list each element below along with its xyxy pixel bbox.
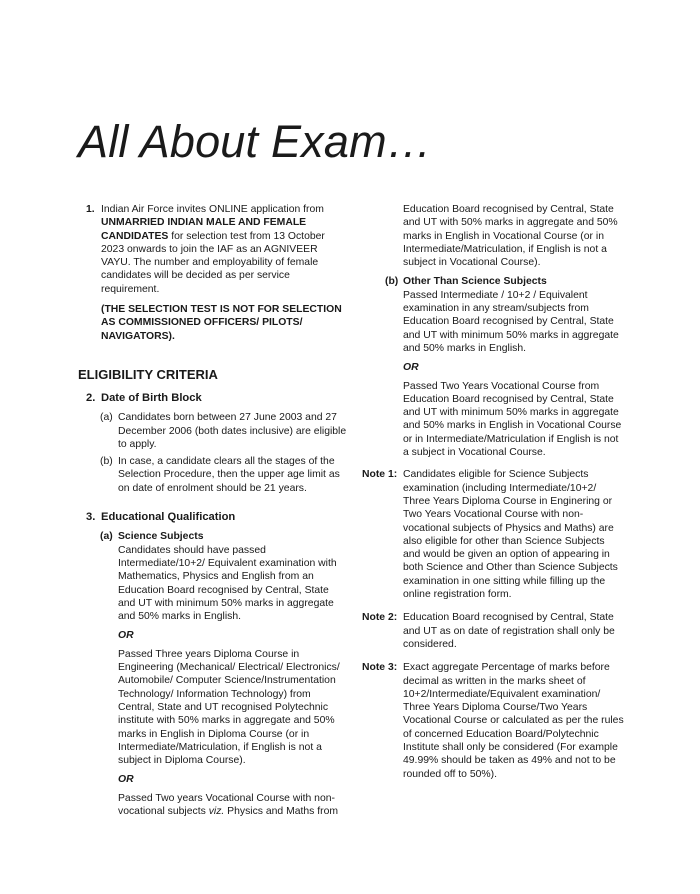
note-label: Note 1: (362, 469, 398, 481)
intro-item (86, 203, 348, 343)
science-paragraph-3 (118, 792, 348, 819)
dob-title: Date of Birth Block (101, 391, 202, 404)
science-paragraph-3-continued: Education Board recognised by Central, State and UT with 50% marks in aggregate and 50% marks in English in Vocational Course (or in Intermediate/Matriculation, if English is not a subject in Vocational Course). (403, 204, 618, 269)
science-title: Science Subjects (118, 531, 204, 543)
science-title-row (100, 530, 348, 543)
dob-number: 2. (86, 391, 96, 404)
section-heading: ELIGIBILITY CRITERIA (78, 366, 218, 382)
left-column (78, 203, 348, 818)
intro-paragraph (101, 203, 347, 296)
selection-note: (THE SELECTION TEST IS NOT FOR SELECTION AS COMMISSIONED OFFICERS/ PILOTS/ NAVIGATORS). (101, 304, 342, 342)
or-separator: OR (118, 774, 134, 786)
right-column (362, 203, 624, 781)
edu-number: 3. (86, 511, 96, 524)
note-label: Note 2: (362, 612, 398, 624)
science-label: (a) (100, 531, 113, 543)
other-title: Other Than Science Subjects (403, 276, 547, 288)
dob-item-label: (a) (100, 412, 113, 424)
intro-text: Indian Air Force invites ONLINE application from (101, 204, 324, 215)
edu-heading (86, 511, 348, 524)
note-1 (362, 468, 624, 601)
dob-item-text: Candidates born between 27 June 2003 and 27 December 2006 (both dates inclusive) are eligible to apply. (118, 412, 347, 450)
intro-text-cont: for selection test from 13 October 2023 onwards to join the IAF as an AGNIVEER VAYU. The number and employability of female candidates will be decided as per service requirement. (101, 230, 325, 295)
science-p3-text-end: Physics and Maths from (227, 805, 339, 817)
dob-item-text: In case, a candidate clears all the stages of the Selection Procedure, then the upper age limit as on date of enrolment should be 21 years. (118, 456, 340, 494)
science-paragraph-1: Candidates should have passed Intermediate/10+2/ Equivalent examination with Mathematics, Physics and English from an Education Board recognised by Central, State and UT with minimum 50% marks in aggregate and 50% marks in English. (118, 544, 337, 623)
edu-title: Educational Qualification (101, 511, 236, 524)
other-label: (b) (385, 276, 399, 288)
science-paragraph-2: Passed Three years Diploma Course in Engineering (Mechanical/ Electrical/ Electronics/ Automobile/ Computer Science/Instrumentation Technology/ Information Technology) from Central, State and UT recognised Polytechnic institute with 50% marks in aggregate and 50% marks in English in Diploma Course (or in Intermediate/Matriculation, if English is not a subject in Diploma Course). (118, 648, 340, 767)
note-text: Exact aggregate Percentage of marks before decimal as written in the marks sheet of 10+2/Intermediate/Equivalent examination/ Three Years Diploma Course/Two Years Vocational Course or calculated as per the rules of concerned Education Board/Polytechnic Institute shall only be considered (For example 49.99% should be taken as 49% and not to be rounded off to 50%). (403, 662, 624, 780)
note-2 (362, 611, 624, 651)
note-text: Education Board recognised by Central, State and UT as on date of registration shall only be considered. (403, 612, 615, 650)
dob-item-a (86, 411, 348, 451)
note-label: Note 3: (362, 662, 398, 674)
intro-bold-text: UNMARRIED INDIAN MALE AND FEMALE CANDIDATES (101, 217, 307, 242)
note-3 (362, 661, 624, 781)
dob-item-label: (b) (100, 456, 113, 468)
other-paragraph-1: Passed Intermediate / 10+2 / Equivalent examination in any stream/subjects from Education Board recognised by Central, State and UT with minimum 50% marks in aggregate and 50% marks in English. (403, 289, 619, 354)
other-paragraph-2: Passed Two Years Vocational Course from Education Board recognised by Central, State and UT with minimum 50% marks in aggregate and 50% marks in English in Vocational Course or in Intermediate/Matriculation if English is not a subject in Vocational Course. (403, 380, 622, 459)
or-separator: OR (118, 630, 134, 642)
other-subjects-block (362, 275, 624, 459)
dob-item-b (86, 455, 348, 495)
page-title: All About Exam… (78, 116, 432, 167)
or-separator: OR (403, 362, 419, 374)
note-text: Candidates eligible for Science Subjects examination (including Intermediate/10+2/ Three Years Diploma Course in Enginering or Two Years Vocational Course with non-vocational subjects of Physics and Maths) are also eligible for other than Science Subjects and would be given an option of appearing in both Science and Other than Science Subjects examination in one sitting while filling up the online registration form. (403, 469, 618, 601)
science-p3-text: Passed Two years Vocational Course with non-vocational subjects (118, 792, 335, 817)
science-p3-italic: viz. (208, 805, 225, 817)
dob-heading (86, 392, 348, 405)
science-subjects-block (86, 530, 348, 818)
item-number: 1. (86, 204, 95, 215)
